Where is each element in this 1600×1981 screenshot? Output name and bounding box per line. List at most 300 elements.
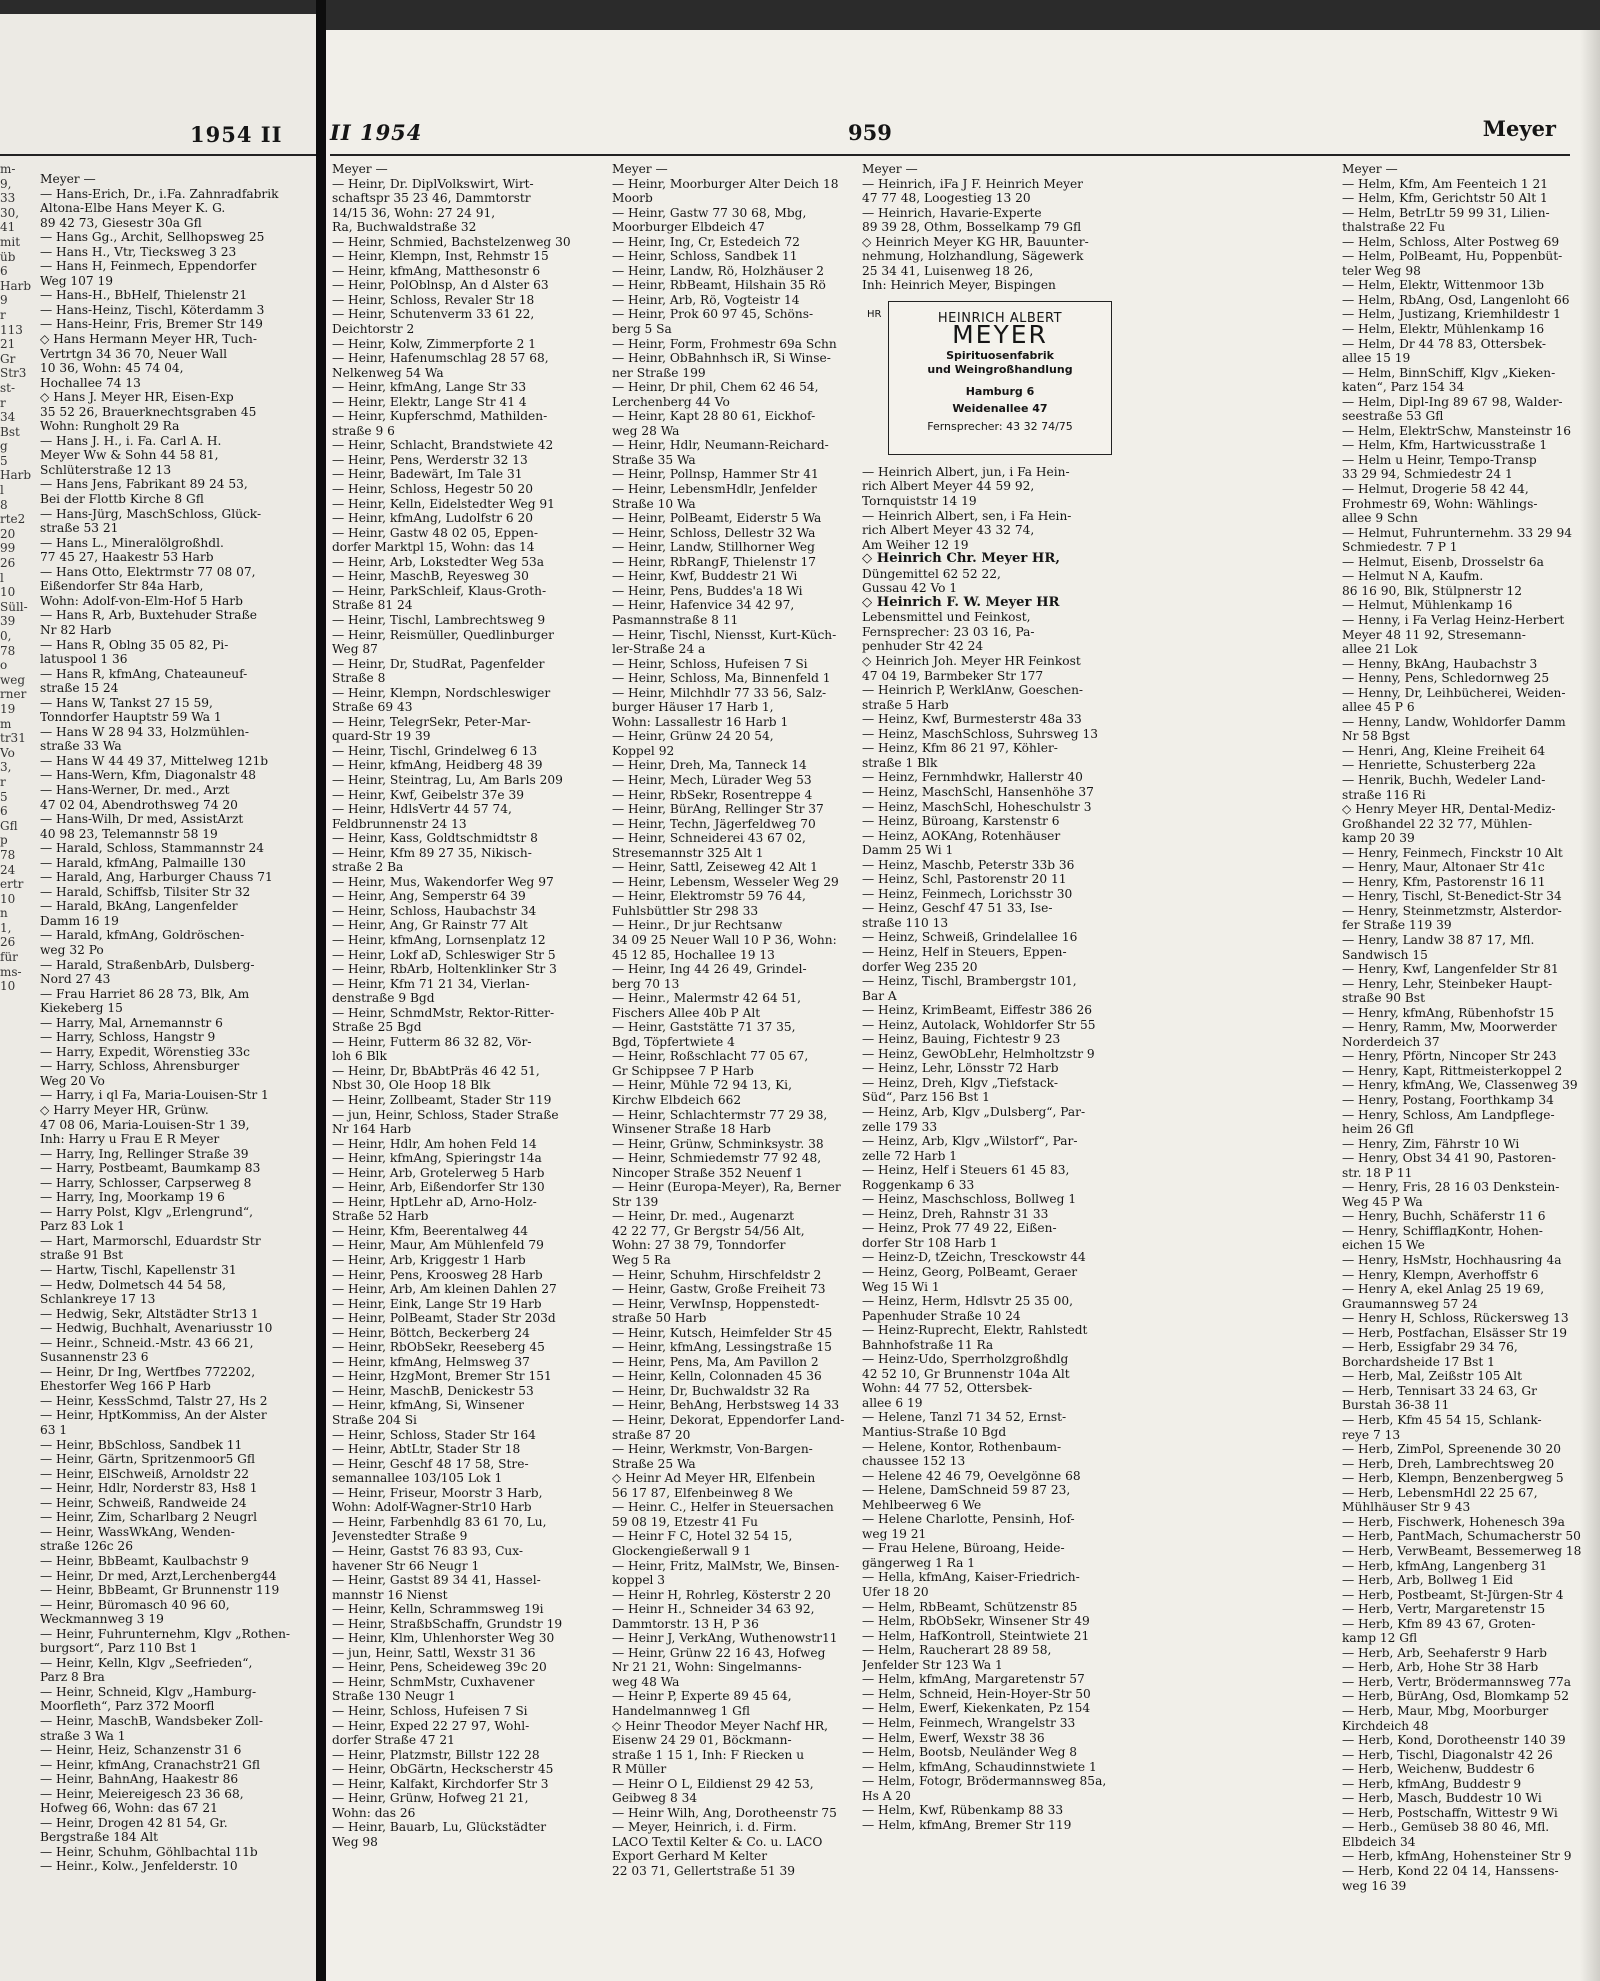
directory-entry-line: — Heinr, Dr, BbAbtPräs 46 42 51,: [332, 1063, 540, 1078]
directory-entry-line: — Henny, i Fa Verlag Heinz-Herbert: [1342, 612, 1565, 627]
directory-entry-line: — Heinz, Arb, Klgv „Dulsberg“, Par-: [862, 1104, 1086, 1119]
directory-entry-line: dorfer Str 108 Harb 1: [862, 1235, 998, 1250]
directory-entry-line: — Heinr, Maur, Am Mühlenfeld 79: [332, 1238, 544, 1253]
directory-entry-line: — Helm, HafKontroll, Steintwiete 21: [862, 1628, 1090, 1643]
directory-entry-line: — Heinr, kfmAng, Lange Str 33: [332, 380, 527, 395]
directory-entry-line: — Heinr, StraßbSchaffn, Grundstr 19: [332, 1616, 563, 1631]
directory-entry-line: — Herb, kfmAng, Langenberg 31: [1342, 1558, 1548, 1573]
directory-entry-line: — Heinr, Kelln, Colonnaden 45 36: [612, 1369, 822, 1384]
directory-entry-line: — Helm, Elektr, Wittenmoor 13b: [1342, 278, 1544, 293]
directory-entry-line: — Hans-Heinr, Fris, Bremer Str 149: [40, 317, 263, 332]
directory-entry-line: — Heinr, Gastst 76 83 93, Cux-: [332, 1543, 524, 1558]
directory-entry-line: straße 1 Blk: [862, 755, 938, 770]
directory-entry-line: — Hans Otto, Elektrmstr 77 08 07,: [40, 564, 256, 579]
directory-entry-line: Altona-Elbe Hans Meyer K. G.: [40, 201, 226, 216]
directory-entry-line: — Helm, Elektr, Mühlenkamp 16: [1342, 322, 1545, 337]
directory-entry-line: dorfer Marktpl 15, Wohn: das 14: [332, 540, 535, 555]
directory-entry-line: — Heinr, Tischl, Grindelweg 6 13: [332, 743, 538, 758]
directory-entry-line: Lebensmittel und Feinkost,: [862, 610, 1031, 625]
directory-entry-line: — Heinr, LebensmHdlr, Jenfelder: [612, 482, 817, 497]
directory-entry-line: heim 26 Gfl: [1342, 1122, 1414, 1137]
directory-entry-line: — Heinr, Elektr, Lange Str 41 4: [332, 394, 527, 409]
directory-entry-line: — Herb, Klempn, Benzenbergweg 5: [1342, 1471, 1564, 1486]
directory-entry-line: — Hella, kfmAng, Kaiser-Friedrich-: [862, 1570, 1080, 1585]
directory-entry-line: — Hart, Marmorschl, Eduardstr Str: [40, 1233, 261, 1248]
directory-entry-line: Burstah 36-38 11: [1342, 1398, 1450, 1413]
directory-entry-line: Nr 82 Harb: [40, 622, 112, 637]
directory-entry-line: Straße 81 24: [332, 598, 413, 613]
directory-entry-line: — Herb, Maur, Mbg, Moorburger: [1342, 1703, 1549, 1718]
directory-entry-line: Graumannsweg 57 24: [1342, 1296, 1478, 1311]
directory-entry-line: latuspool 1 36: [40, 652, 128, 667]
directory-entry-line: schaftspr 35 23 46, Dammtorstr: [332, 191, 531, 206]
directory-entry-line: — Heinr, Pens, Ma, Am Pavillon 2: [612, 1354, 819, 1369]
directory-entry-line: straße 5 Harb: [862, 697, 949, 712]
directory-entry-line: n 1,: [0, 906, 12, 935]
directory-entry-line: — Heinr, SchmdMstr, Rektor-Ritter-: [332, 1005, 555, 1020]
directory-entry-line: Elbdeich 34: [1342, 1834, 1416, 1849]
directory-entry-line: — Heinr, kfmAng, Helmsweg 37: [332, 1354, 530, 1369]
directory-entry-line: Inh: Heinrich Meyer, Bispingen: [862, 278, 1056, 293]
directory-entry-line: — Heinr, PolBeamt, Stader Str 203d: [332, 1311, 556, 1326]
directory-entry-line: straße 53 21: [40, 521, 119, 536]
directory-entry-line: l 10: [0, 570, 16, 600]
directory-entry-line: Dammtorstr. 13 H, P 36: [612, 1616, 759, 1631]
directory-entry-line: — Henrik, Buchh, Wedeler Land-: [1342, 772, 1546, 787]
directory-entry-line: rich Albert Meyer 43 32 74,: [862, 523, 1035, 538]
directory-entry-line: — Helm, Feinmech, Wrangelstr 33: [862, 1715, 1076, 1730]
directory-entry-line: weg: [0, 672, 26, 687]
directory-entry-line: — Henny, Pens, Schledornweg 25: [1342, 671, 1550, 686]
directory-entry-line: Winsener Straße 18 Harb: [612, 1122, 771, 1137]
directory-entry-line: — Heinr, Mus, Wakendorfer Weg 97: [332, 874, 554, 889]
directory-entry-line: — Heinr J, VerkAng, Wuthenowstr11: [612, 1631, 838, 1646]
directory-entry-line: 47 04 19, Barmbeker Str 177: [862, 668, 1044, 683]
directory-entry-line: — Harald, BkAng, Langenfelder: [40, 899, 238, 914]
directory-entry-line: ◇ Heinrich Chr. Meyer HR,: [862, 552, 1060, 567]
directory-entry-line: — Heinr, ObGärtn, Heckscherstr 45: [332, 1762, 554, 1777]
directory-entry-line: Düngemittel 62 52 22,: [862, 566, 1001, 581]
directory-entry-line: 26: [0, 556, 16, 571]
directory-entry-line: — Herb, Mal, Zeißstr 105 Alt: [1342, 1369, 1522, 1384]
directory-entry-line: Bei der Flottb Kirche 8 Gfl: [40, 492, 204, 507]
directory-entry-line: LACO Textil Kelter & Co. u. LACO: [612, 1834, 823, 1849]
directory-entry-line: Meyer Ww & Sohn 44 58 81,: [40, 448, 219, 463]
directory-entry-line: 25 34 41, Luisenweg 18 26,: [862, 263, 1034, 278]
directory-entry-line: 24: [0, 862, 16, 877]
directory-entry-line: — Heinr H., Schneider 34 63 92,: [612, 1602, 815, 1617]
directory-entry-line: — Heinr, Büromasch 40 96 60,: [40, 1597, 230, 1612]
directory-entry-line: — Harald, Schloss, Stammannstr 24: [40, 841, 264, 856]
directory-entry-line: Schlüterstraße 12 13: [40, 462, 172, 477]
directory-entry-line: Wohn: Rungholt 29 Ra: [40, 419, 180, 434]
directory-entry-line: — Harry, Ing, Moorkamp 19 6: [40, 1190, 225, 1205]
directory-entry-line: — Heinr, Milchhdlr 77 33 56, Salz-: [612, 685, 827, 700]
directory-entry-line: — Henry, Obst 34 41 90, Pastoren-: [1342, 1151, 1556, 1166]
directory-entry-line: — Heinrich P, WerklAnw, Goeschen-: [862, 683, 1084, 698]
directory-entry-line: — Heinr, kfmAng, Cranachstr21 Gfl: [40, 1757, 260, 1772]
directory-entry-line: — Heinr, Dreh, Ma, Tanneck 14: [612, 758, 807, 773]
directory-entry-line: Weg 107 19: [40, 273, 114, 288]
directory-entry-line: dorfer Weg 235 20: [862, 959, 978, 974]
directory-entry-line: 42 52 10, Gr Brunnenstr 104a Alt: [862, 1366, 1070, 1381]
directory-entry-line: — Heinr, Schloss, Revaler Str 18: [332, 292, 535, 307]
directory-entry-line: — Henny, Landw, Wohldorfer Damm: [1342, 714, 1566, 729]
directory-entry-line: berg 70 13: [612, 976, 680, 991]
directory-entry-line: — Henriette, Schusterberg 22a: [1342, 758, 1536, 773]
directory-entry-line: Vertrtgn 34 36 70, Neuer Wall: [40, 346, 228, 361]
directory-entry-line: ◇ Heinrich Joh. Meyer HR Feinkost: [862, 654, 1081, 669]
directory-entry-line: — Hans W, Tankst 27 15 59,: [40, 695, 213, 710]
directory-entry-line: 41: [0, 220, 16, 235]
directory-entry-line: 19: [0, 701, 16, 716]
directory-entry-line: Geibweg 8 34: [612, 1791, 698, 1806]
directory-entry-line: Kiekeberg 15: [40, 1001, 123, 1016]
directory-entry-line: — Heinr, kfmAng, Matthesonstr 6: [332, 263, 541, 278]
directory-entry-line: 22 03 71, Gellertstraße 51 39: [612, 1863, 796, 1878]
directory-entry-line: — Heinr, Hdlr, Norderstr 83, Hs8 1: [40, 1481, 258, 1496]
directory-entry-line: ◇ Heinrich F. W. Meyer HR: [862, 595, 1060, 610]
directory-entry-line: — Meyer, Heinrich, i. d. Firm.: [612, 1820, 797, 1835]
directory-entry-line: — Heinr, Dr phil, Chem 62 46 54,: [612, 380, 819, 395]
directory-entry-line: — Herb, Masch, Buddestr 10 Wi: [1342, 1791, 1542, 1806]
directory-entry-line: Damm 16 19: [40, 913, 119, 928]
directory-entry-line: — Hartw, Tischl, Kapellenstr 31: [40, 1263, 237, 1278]
directory-entry-line: Susannenstr 23 6: [40, 1350, 149, 1365]
directory-entry-line: Pasmannstraße 8 11: [612, 612, 739, 627]
directory-entry-line: — Hans-Jürg, MaschSchloss, Glück-: [40, 506, 262, 521]
directory-entry-line: Jevenstedter Straße 9: [332, 1529, 468, 1544]
directory-entry-line: — Heinr, Gastw 77 30 68, Mbg,: [612, 205, 807, 220]
directory-entry-line: — Heinr P, Experte 89 45 64,: [612, 1689, 792, 1704]
directory-entry-line: Ehestorfer Weg 166 P Harb: [40, 1379, 211, 1394]
directory-entry-line: Straße 204 Si: [332, 1413, 417, 1428]
directory-entry-line: koppel 3: [612, 1573, 666, 1588]
directory-entry-line: — Herb, BürAng, Osd, Blomkamp 52: [1342, 1689, 1570, 1704]
directory-entry-line: — Heinr, Dr. DiplVolkswirt, Wirt-: [332, 176, 534, 191]
directory-entry-line: — Heinr, Grünw, Schminksystr. 38: [612, 1136, 824, 1151]
directory-entry-line: — Heinr, Kutsch, Heimfelder Str 45: [612, 1325, 833, 1340]
directory-entry-line: straße 91 Bst: [40, 1248, 123, 1263]
directory-entry-line: tr31: [0, 731, 26, 746]
directory-entry-line: — Herb, Postschaffn, Wittestr 9 Wi: [1342, 1805, 1558, 1820]
directory-entry-line: — Henry, Lehr, Steinbeker Haupt-: [1342, 976, 1553, 991]
directory-entry-line: 0,: [0, 629, 12, 643]
directory-entry-line: weg 28 Wa: [612, 423, 680, 438]
directory-entry-line: 77 45 27, Haakestr 53 Harb: [40, 550, 214, 565]
directory-entry-line: — Heinr, Landw, Rö, Holzhäuser 2: [612, 263, 825, 278]
directory-entry-line: — Heinr, Ang, Gr Rainstr 77 Alt: [332, 918, 528, 933]
directory-entry-line: — Heinr, Heiz, Schanzenstr 31 6: [40, 1743, 242, 1758]
directory-entry-line: Bahnhofstraße 11 Ra: [862, 1337, 994, 1352]
directory-entry-line: — Heinr, Kfm 89 27 35, Nikisch-: [332, 845, 532, 860]
directory-entry-line: — Heinr, Exped 22 27 97, Wohl-: [332, 1718, 530, 1733]
directory-entry-line: — Herb, Vertr, Margaretenstr 15: [1342, 1602, 1546, 1617]
directory-entry-line: — Heinr, Gastw 48 02 05, Eppen-: [332, 525, 539, 540]
directory-entry-line: — Heinr, RbBeamt, Hilshain 35 Rö: [612, 278, 826, 293]
directory-entry-line: — Heinr, Roßschlacht 77 05 67,: [612, 1049, 809, 1064]
directory-entry-line: 33 30,: [0, 191, 20, 220]
directory-entry-line: Eisenw 24 29 01, Böckmann-: [612, 1733, 792, 1748]
directory-entry-line: ◇ Hans Hermann Meyer HR, Tuch-: [40, 332, 257, 347]
directory-entry-line: rner: [0, 687, 27, 702]
directory-entry-line: — Heinr, PolBeamt, Eiderstr 5 Wa: [612, 511, 822, 526]
ad-line-5: Hamburg 6: [965, 385, 1035, 399]
directory-entry-line: — Heinrich, iFa J F. Heinrich Meyer: [862, 176, 1084, 191]
directory-entry-line: Koppel 92: [612, 743, 675, 758]
directory-entry-line: — Heinz, Tischl, Brambergstr 101,: [862, 974, 1077, 989]
directory-entry-line: — Heinr, Fritz, MalMstr, We, Binsen-: [612, 1558, 840, 1573]
directory-entry-line: o: [0, 658, 8, 673]
directory-entry-line: — Helene, Kontor, Rothenbaum-: [862, 1439, 1062, 1454]
directory-entry-line: — Hans J. H., i. Fa. Carl A. H.: [40, 433, 222, 448]
directory-entry-line: allee 45 P 6: [1342, 700, 1415, 715]
directory-entry-line: p 78: [0, 833, 16, 862]
directory-entry-line: — jun, Heinr, Schloss, Stader Straße: [332, 1107, 559, 1122]
directory-entry-line: — Heinr, Ang, Semperstr 64 39: [332, 889, 526, 904]
directory-entry-line: — Helene Charlotte, Pensinh, Hof-: [862, 1512, 1075, 1527]
directory-entry-line: — Heinr, Kupferschmd, Mathilden-: [332, 409, 548, 424]
directory-entry-line: — Hans-Wilh, Dr med, AssistArzt: [40, 812, 244, 827]
directory-entry-line: — Helm, Kfm, Gerichtstr 50 Alt 1: [1342, 191, 1548, 206]
directory-entry-line: — Heinz, Schweiß, Grindelallee 16: [862, 930, 1078, 945]
directory-entry-line: — Heinr, Zollbeamt, Stader Str 119: [332, 1093, 552, 1107]
directory-entry-line: — Heinz, Arb, Klgv „Wilstorf“, Par-: [862, 1134, 1078, 1149]
directory-entry-line: — Frau Harriet 86 28 73, Blk, Am: [40, 986, 250, 1001]
directory-entry-line: — Heinz, Dreh, Klgv „Tiefstack-: [862, 1075, 1058, 1090]
directory-entry-line: — Heinz, MaschSchloss, Suhrsweg 13: [862, 726, 1098, 741]
directory-entry-line: m-: [0, 162, 16, 176]
directory-entry-line: — Heinr, kfmAng, Heidberg 48 39: [332, 758, 543, 773]
directory-entry-line: ler-Straße 24 a: [612, 642, 706, 657]
directory-entry-line: r 5: [0, 774, 8, 804]
previous-page: [0, 14, 316, 1981]
directory-entry-line: Hochallee 74 13: [40, 375, 141, 390]
directory-entry-line: — Herb, Postbeamt, St-Jürgen-Str 4: [1342, 1587, 1564, 1602]
directory-entry-line: allee 21 Lok: [1342, 642, 1418, 657]
directory-entry-line: — Heinr, Pollnsp, Hammer Str 41: [612, 467, 819, 482]
directory-entry-line: — Helm, PolBeamt, Hu, Poppenbüt-: [1342, 249, 1563, 264]
directory-entry-line: — Hans-Erich, Dr., i.Fa. Zahnradfabrik: [40, 186, 279, 201]
directory-entry-line: berg 5 Sa: [612, 322, 672, 337]
directory-entry-line: rich Albert Meyer 44 59 92,: [862, 479, 1035, 494]
directory-entry-line: — Helm, ElektrSchw, Mansteinstr 16: [1342, 423, 1572, 438]
directory-entry-line: — Heinr, HptLehr aD, Arno-Holz-: [332, 1194, 537, 1209]
directory-entry-line: — Helm, Dipl-Ing 89 67 98, Walder-: [1342, 394, 1563, 409]
directory-entry-line: — Heinr, Böttch, Beckerberg 24: [332, 1325, 530, 1340]
directory-entry-line: — Helmut, Fuhrunternehm. 33 29 94: [1342, 525, 1572, 540]
directory-entry-line: — Heinr F C, Hotel 32 54 15,: [612, 1529, 793, 1544]
directory-entry-line: — Heinz-Ruprecht, Elektr, Rahlstedt: [862, 1323, 1088, 1338]
directory-entry-line: — Helene, Tanzl 71 34 52, Ernst-: [862, 1410, 1067, 1425]
directory-entry-line: Stresemannstr 325 Alt 1: [612, 845, 764, 860]
directory-entry-line: burgsort“, Parz 110 Bst 1: [40, 1641, 198, 1656]
directory-entry-line: weg 32 Po: [40, 942, 104, 957]
directory-entry-line: — Henry, Kapt, Rittmeisterkoppel 2: [1342, 1063, 1563, 1078]
directory-entry-line: Jenfelder Str 123 Wa 1: [862, 1657, 1003, 1672]
directory-entry-line: 14/15 36, Wohn: 27 24 91,: [332, 205, 496, 220]
directory-entry-line: — Heinr, kfmAng, Ludolfstr 6 20: [332, 511, 534, 526]
directory-entry-line: — Heinr, Dr, StudRat, Pagenfelder: [332, 656, 545, 671]
directory-entry-line: — Hans L., Mineralölgroßhdl.: [40, 535, 224, 550]
directory-entry-line: — Helm, RbAng, Osd, Langenloht 66: [1342, 292, 1570, 307]
directory-entry-line: — Herb, Weichenw, Buddestr 6: [1342, 1762, 1535, 1777]
directory-entry-line: quard-Str 19 39: [332, 729, 431, 744]
directory-entry-line: — Helm, BetrLtr 59 99 31, Lilien-: [1342, 205, 1550, 220]
directory-entry-line: r 113: [0, 307, 23, 337]
directory-entry-line: — Heinr, Kfm, Beerentalweg 44: [332, 1223, 528, 1238]
directory-entry-line: — Harald, kfmAng, Goldröschen-: [40, 928, 245, 943]
directory-entry-line: r 34: [0, 395, 16, 425]
directory-entry-line: — Heinr, TelegrSekr, Peter-Mar-: [332, 714, 531, 729]
directory-entry-line: Weg 20 Vo: [40, 1073, 105, 1088]
directory-entry-line: Nr 21 21, Wohn: Singelmanns-: [612, 1660, 802, 1675]
directory-entry-line: — Henry, Ramm, Mw, Moorwerder: [1342, 1020, 1557, 1035]
directory-entry-line: Export Gerhard M Kelter: [612, 1849, 768, 1864]
directory-entry-line: — Heinr, Zim, Scharlbarg 2 Neugrl: [40, 1510, 258, 1525]
directory-entry-line: — Helm, Schneid, Hein-Hoyer-Str 50: [862, 1686, 1091, 1701]
ad-line-7: Fernsprecher: 43 32 74/75: [927, 420, 1073, 434]
directory-entry-line: Weckmannweg 3 19: [40, 1612, 164, 1627]
directory-entry-line: — Herb, Tennisart 33 24 63, Gr: [1342, 1383, 1537, 1398]
directory-entry-line: Gfl: [0, 818, 18, 833]
directory-entry-line: — Heinr, Klempn, Nordschleswiger: [332, 685, 551, 700]
directory-entry-line: Nr 164 Harb: [332, 1122, 412, 1137]
directory-entry-line: — Herb, Kfm 45 54 15, Schlank-: [1342, 1413, 1542, 1428]
directory-entry-line: allee 9 Schn: [1342, 511, 1418, 526]
directory-entry-line: l 8: [0, 483, 8, 512]
directory-entry-line: straße 1 15 1, Inh: F Riecken u: [612, 1747, 805, 1762]
directory-entry-line: — Helm, Kwf, Rübenkamp 88 33: [862, 1803, 1064, 1818]
directory-entry-line: Straße 35 Wa: [612, 452, 696, 467]
directory-entry-line: dorfer Straße 47 21: [332, 1733, 455, 1748]
directory-entry-line: allee 15 19: [1342, 351, 1411, 366]
directory-entry-line: — Heinr, Klempn, Inst, Rehmstr 15: [332, 249, 549, 264]
directory-entry-line: 35 52 26, Brauerknechtsgraben 45: [40, 404, 257, 419]
directory-entry-line: — Hans R, kfmAng, Chateauneuf-: [40, 666, 248, 681]
directory-entry-line: Wohn: das 26: [332, 1805, 416, 1820]
directory-entry-line: ner Straße 199: [612, 365, 706, 380]
directory-entry-line: — Heinr, Elektromstr 59 76 44,: [612, 889, 806, 904]
directory-entry-line: — Herb, Arb, Seehaferstr 9 Harb: [1342, 1645, 1547, 1660]
directory-entry-line: g 5: [0, 439, 8, 468]
directory-entry-line: — Heinr, Gaststätte 71 37 35,: [612, 1020, 796, 1035]
directory-entry-line: — Heinr, Schloss, Hufeisen 7 Si: [332, 1703, 528, 1718]
directory-entry-line: straße 110 13: [862, 915, 949, 930]
directory-entry-line: Weg 45 P Wa: [1342, 1194, 1423, 1209]
directory-entry-line: — Heinz, Prok 77 49 22, Eißen-: [862, 1221, 1057, 1236]
directory-entry-line: — Heinz, Bauing, Fichtestr 9 23: [862, 1032, 1061, 1047]
directory-entry-line: — Herb, LebensmHdl 22 25 67,: [1342, 1485, 1538, 1500]
directory-entry-line: — Heinr, Schneid, Klgv „Hamburg-: [40, 1684, 257, 1699]
directory-entry-line: — Heinr, Lebensm, Wesseler Weg 29: [612, 874, 839, 889]
directory-entry-line: Wohn: 44 77 52, Ottersbek-: [862, 1381, 1033, 1396]
directory-entry-line: Kirchdeich 48: [1342, 1718, 1429, 1733]
directory-entry-line: — Herb, ZimPol, Spreenende 30 20: [1342, 1442, 1561, 1457]
directory-entry-line: ◇ Harry Meyer HR, Grünw.: [40, 1103, 209, 1117]
directory-entry-line: — Hedwig, Buchhalt, Avenariusstr 10: [40, 1321, 273, 1336]
directory-entry-line: — Heinr, MaschB, Reyesweg 30: [332, 569, 529, 584]
directory-entry-line: 99: [0, 541, 16, 556]
directory-entry-line: 39: [0, 614, 16, 629]
directory-entry-line: Meyer —: [862, 162, 918, 176]
directory-entry-line: st-: [0, 380, 16, 395]
directory-entry-line: — Hans H., Vtr, Tiecksweg 3 23: [40, 244, 237, 259]
directory-entry-line: — Helm, Ewerf, Wexstr 38 36: [862, 1730, 1045, 1745]
directory-entry-line: Wohn: Adolf-Wagner-Str10 Harb: [332, 1500, 532, 1515]
directory-entry-line: — Heinr, Dr Ing, Wertfbes 772202,: [40, 1364, 256, 1379]
directory-entry-line: — Heinr Wilh, Ang, Dorotheenstr 75: [612, 1805, 837, 1820]
directory-entry-line: — Hans-Wern, Kfm, Diagonalstr 48: [40, 768, 257, 783]
directory-entry-line: — Heinr, Platzmstr, Billstr 122 28: [332, 1747, 540, 1762]
directory-entry-line: Gussau 42 Vo 1: [862, 581, 958, 596]
directory-entry-line: Meyer —: [612, 162, 668, 176]
directory-entry-line: — Heinr, AbtLtr, Stader Str 18: [332, 1442, 521, 1457]
directory-entry-line: — Heinr, Schloss, Haubachstr 34: [332, 903, 537, 918]
directory-entry-line: — Heinz-Udo, Sperrholzgroßhdlg: [862, 1352, 1069, 1367]
directory-entry-line: — Heinr, Tischl, Niensst, Kurt-Küch-: [612, 627, 837, 642]
directory-entry-line: — Heinr, Farbenhdlg 83 61 70, Lu,: [332, 1514, 547, 1529]
directory-entry-line: — Herb., Gemüseb 38 80 46, Mfl.: [1342, 1820, 1550, 1835]
directory-entry-line: — Heinr, kfmAng, Lornsenplatz 12: [332, 932, 546, 947]
directory-entry-line: — Heinz, Büroang, Karstenstr 6: [862, 814, 1060, 829]
directory-entry-line: ◇ Heinr Theodor Meyer Nachf HR,: [612, 1718, 829, 1733]
directory-entry-line: — Heinrich Albert, sen, i Fa Hein-: [862, 508, 1072, 523]
directory-entry-line: — Helene, DamSchneid 59 87 23,: [862, 1483, 1071, 1498]
directory-entry-line: — Harald, Schiffsb, Tilsiter Str 32: [40, 884, 251, 899]
directory-entry-line: ◇ Hans J. Meyer HR, Eisen-Exp: [40, 390, 234, 405]
directory-entry-line: — Helm, BinnSchiff, Klgv „Kieken-: [1342, 365, 1556, 380]
directory-entry-line: — Heinr, Pens, Scheideweg 39c 20: [332, 1660, 547, 1675]
directory-entry-line: Harb: [0, 278, 32, 293]
directory-entry-line: — Heinr, Arb, Rö, Vogteistr 14: [612, 292, 800, 307]
directory-entry-line: 10: [0, 979, 16, 994]
directory-entry-line: Bst: [0, 424, 20, 439]
directory-entry-line: — Heinr, Sattl, Zeiseweg 42 Alt 1: [612, 860, 818, 875]
directory-entry-line: — Heinr, Dr med, Arzt,Lerchenberg44: [40, 1568, 277, 1583]
directory-entry-line: — Henry, Tischl, St-Benedict-Str 34: [1342, 889, 1562, 904]
directory-entry-line: — Heinr, Arb, Eißendorfer Str 130: [332, 1180, 545, 1195]
directory-entry-line: — Henry, Pförtn, Nincoper Str 243: [1342, 1049, 1557, 1064]
directory-entry-line: — Helm, Kfm, Hartwicusstraße 1: [1342, 438, 1548, 453]
directory-entry-line: — Heinz, Lehr, Lönsstr 72 Harb: [862, 1061, 1059, 1076]
directory-entry-line: — Hans Jens, Fabrikant 89 24 53,: [40, 477, 248, 492]
directory-entry-line: Süd“, Parz 156 Bst 1: [862, 1090, 990, 1105]
directory-entry-line: — Heinz, MaschSchl, Hansenhöhe 37: [862, 784, 1094, 799]
directory-entry-line: Meyer —: [332, 162, 388, 176]
directory-entry-line: — Heinr, Pens, Buddes'a 18 Wi: [612, 583, 803, 598]
directory-entry-line: Wohn: Lassallestr 16 Harb 1: [612, 714, 789, 729]
directory-entry-line: — Helene 42 46 79, Oevelgönne 68: [862, 1468, 1081, 1483]
directory-entry-line: — Herb, Essigfabr 29 34 76,: [1342, 1340, 1518, 1355]
directory-entry-line: — Henry A, ekel Anlag 25 19 69,: [1342, 1282, 1545, 1297]
directory-entry-line: Mühlhäuser Str 9 43: [1342, 1500, 1471, 1515]
directory-entry-line: — Heinr, PolOblnsp, An d Alster 63: [332, 278, 549, 293]
directory-entry-line: — Heinr, Steintrag, Lu, Am Barls 209: [332, 772, 563, 787]
directory-entry-line: — Heinr, VerwInsp, Hoppenstedt-: [612, 1296, 820, 1311]
directory-entry-line: — Heinr, Schutenverm 33 61 22,: [332, 307, 535, 322]
directory-entry-line: — Heinr, Schloss, Hegestr 50 20: [332, 482, 533, 497]
directory-entry-line: — Heinr, Fuhrunternehm, Klgv „Rothen-: [40, 1626, 291, 1641]
directory-entry-line: — Helmut, Drogerie 58 42 44,: [1342, 482, 1529, 497]
directory-entry-line: — Helmut, Eisenb, Drosselstr 6a: [1342, 554, 1544, 569]
directory-entry-line: — Heinr, Gärtn, Spritzenmoor5 Gfl: [40, 1452, 256, 1467]
directory-entry-line: — Heinr, Werkmstr, Von-Bargen-: [612, 1442, 813, 1457]
directory-entry-line: — Herb, Fischwerk, Hohenesch 39a: [1342, 1514, 1565, 1529]
directory-entry-line: — Helm, Bootsb, Neuländer Weg 8: [862, 1745, 1078, 1760]
directory-entry-line: — Heinr, Gastw, Große Freiheit 73: [612, 1282, 826, 1297]
directory-entry-line: Wohn: 27 38 79, Tonndorfer: [612, 1238, 786, 1253]
